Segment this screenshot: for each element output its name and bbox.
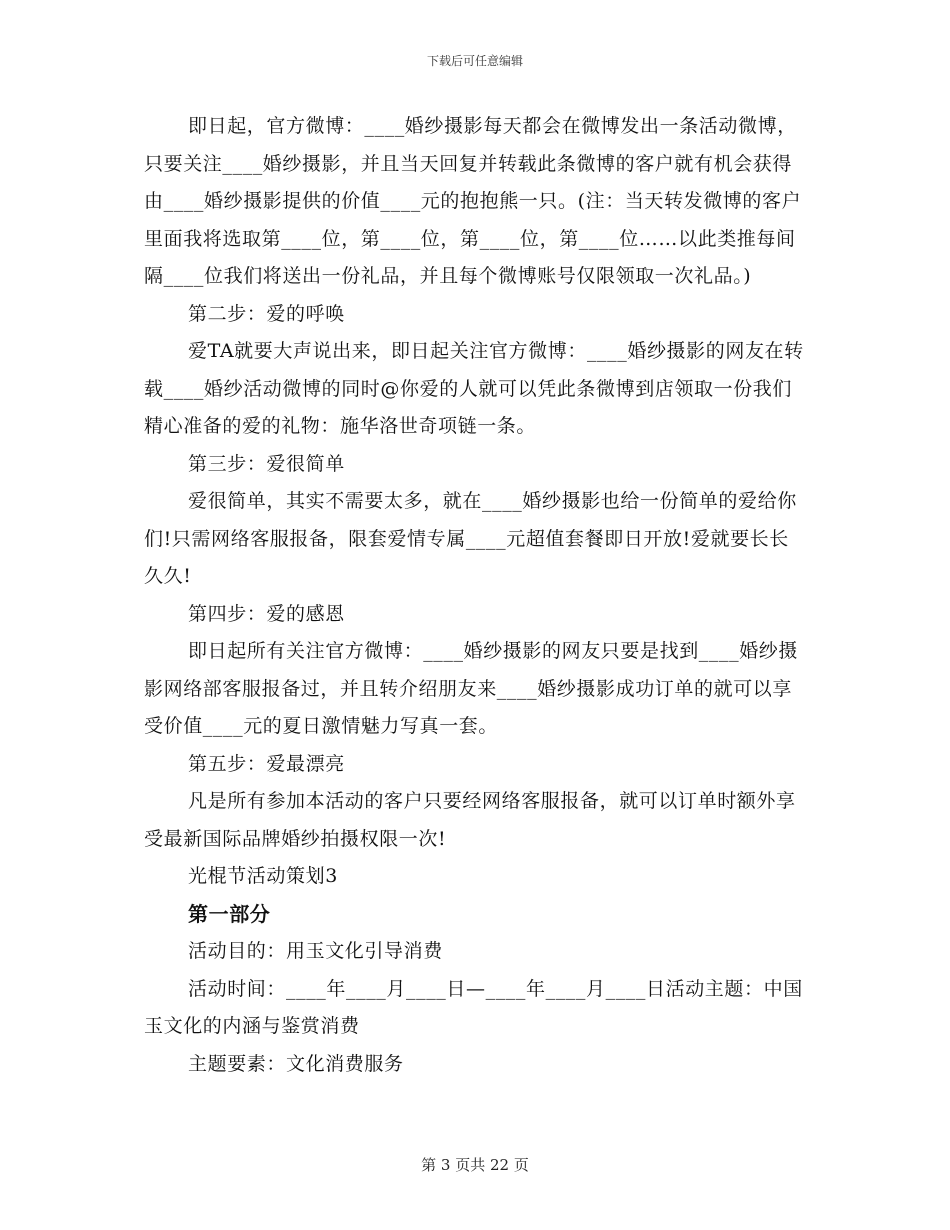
document-body <box>144 108 806 1083</box>
paragraph-theme-elements: 主题要素：文化消费服务 <box>188 1052 404 1075</box>
paragraph-activity-purpose: 活动目的：用玉文化引导消费 <box>188 940 443 962</box>
paragraph-step-three: 爱很简单，其实不需要太多，就在____婚纱摄影也给一份简单的爱给你们!只需网络客服报备，限套爱情专属____元超值套餐即日开放!爱就要长长久久! <box>144 490 797 587</box>
step-five-heading: 第五步：爱最漂亮 <box>188 752 345 775</box>
part-one-heading: 第一部分 <box>188 901 271 926</box>
section-title: 光棍节活动策划3 <box>188 865 338 887</box>
step-four-heading: 第四步：爱的感恩 <box>188 602 345 625</box>
paragraph-step-five: 凡是所有参加本活动的客户只要经网络客服报备，就可以订单时额外享受最新国际品牌婚纱拍摄权限一次! <box>144 790 796 850</box>
paragraph-weibo-rules: 即日起，官方微博：____婚纱摄影每天都会在微博发出一条活动微博，只要关注____婚纱摄影，并且当天回复并转载此条微博的客户就有机会获得由____婚纱摄影提供的价值____元的抱抱熊一只。(注：当天转发微博的客户里面我将选取第____位，第____位，第____位，第____位……以此类推每间隔____位我们将送出一份礼品，并且每个微博账号仅限领取一次礼品。) <box>144 115 802 287</box>
paragraph-step-two: 爱TA就要大声说出来，即日起关注官方微博：____婚纱摄影的网友在转载____婚纱活动微博的同时@你爱的人就可以凭此条微博到店领取一份我们精心准备的爱的礼物：施华洛世奇项链一条。 <box>144 340 804 437</box>
paragraph-activity-time: 活动时间：____年____月____日—____年____月____日活动主题：中国玉文化的内涵与鉴赏消费 <box>144 977 803 1037</box>
step-three-heading: 第三步：爱很简单 <box>188 452 345 475</box>
page-header-note: 下载后可任意编辑 <box>426 54 523 68</box>
page-number: 第 3 页共 22 页 <box>421 1156 529 1174</box>
step-two-heading: 第二步：爱的呼唤 <box>188 302 345 325</box>
paragraph-step-four: 即日起所有关注官方微博：____婚纱摄影的网友只要是找到____婚纱摄影网络部客服报备过，并且转介绍朋友来____婚纱摄影成功订单的就可以享受价值____元的夏日激情魅力写真一套。 <box>144 640 799 737</box>
